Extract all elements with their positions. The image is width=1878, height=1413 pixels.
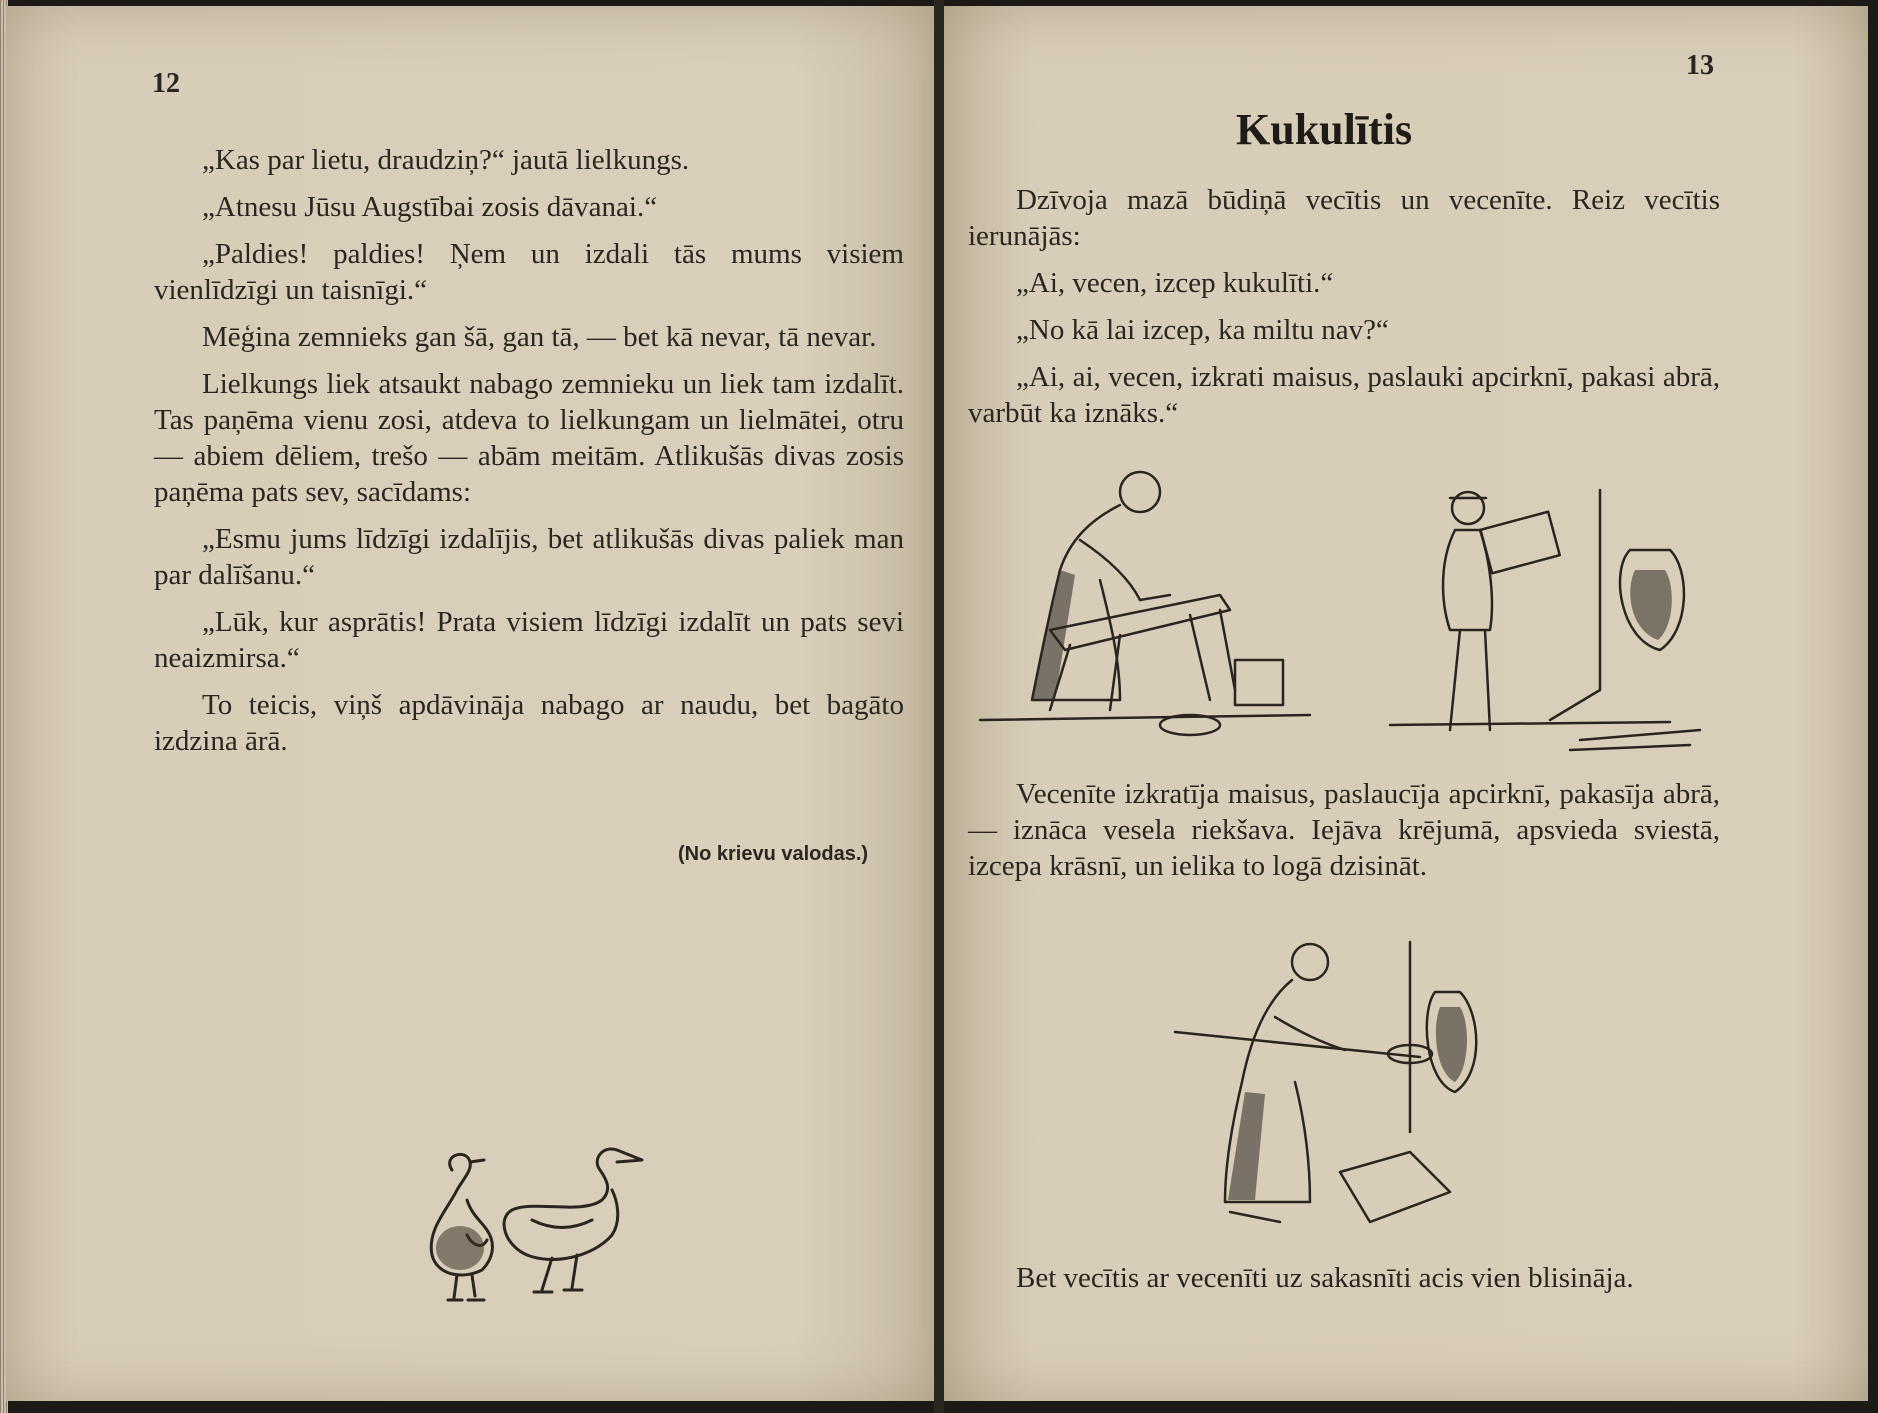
woman-kneading-dough-icon: [970, 460, 1710, 760]
paragraph: Vecenīte izkratīja maisus, paslaucīja apcirknī, pakasīja abrā, — iznāca vesela riekšava. Iejāva krējumā, apsvieda sviestā, izcepa krāsnī, un ielika to logā dzisināt.: [968, 778, 1720, 882]
page-number-right: 13: [1686, 50, 1714, 81]
paragraph: Lielkungs liek atsaukt nabago zemnieku un liek tam izdalīt. Tas paņēma vienu zosi, atdeva to lielkungam un lielmātei, otru — abiem dēliem, trešo — abām meitām. Atlikušās divas zosis paņēma pats sev, sacīdams:: [154, 368, 904, 508]
right-page-text-middle: [968, 776, 1720, 895]
right-page-text-top: [968, 182, 1720, 442]
paragraph: Mēģina zemnieks gan šā, gan tā, — bet kā nevar, tā nevar.: [202, 321, 877, 353]
paragraph: „No kā lai izcep, ka miltu nav?“: [1016, 314, 1389, 346]
paragraph: „Lūk, kur asprātis! Prata visiem līdzīgi izdalīt un pats sevi neaizmirsa.“: [154, 606, 904, 674]
paragraph: „Esmu jums līdzīgi izdalījis, bet atlikušās divas paliek man par dalīšanu.“: [154, 523, 904, 591]
paragraph: „Atnesu Jūsu Augstībai zosis dāvanai.“: [202, 191, 658, 223]
paragraph: „Paldies! paldies! Ņem un izdali tās mums visiem vienlīdzīgi un taisnīgi.“: [154, 238, 904, 306]
paragraph: Dzīvoja mazā būdiņā vecītis un vecenīte. Reiz vecītis ierunājās:: [968, 184, 1720, 252]
book-gutter: [934, 0, 944, 1413]
paragraph: „Ai, vecen, izcep kukulīti.“: [1016, 267, 1334, 299]
paragraph: „Kas par lietu, draudziņ?“ jautā lielkungs.: [202, 144, 690, 176]
page-number-left: 12: [152, 68, 180, 99]
woman-baking-in-oven-icon: [1170, 922, 1510, 1242]
source-note: (No krievu valodas.): [678, 843, 869, 865]
page-title: Kukulītis: [1236, 105, 1413, 154]
left-page-text: [154, 142, 904, 770]
paragraph: To teicis, viņš apdāvināja nabago ar naudu, bet bagāto izdzina ārā.: [154, 689, 904, 757]
paragraph: „Ai, ai, vecen, izkrati maisus, paslauki apcirknī, pakasi abrā, varbūt ka iznāks.“: [968, 361, 1720, 429]
two-geese-icon: [412, 1140, 682, 1310]
last-line: Bet vecītis ar vecenīti uz sakasnīti acis vien blisināja.: [1016, 1262, 1634, 1294]
